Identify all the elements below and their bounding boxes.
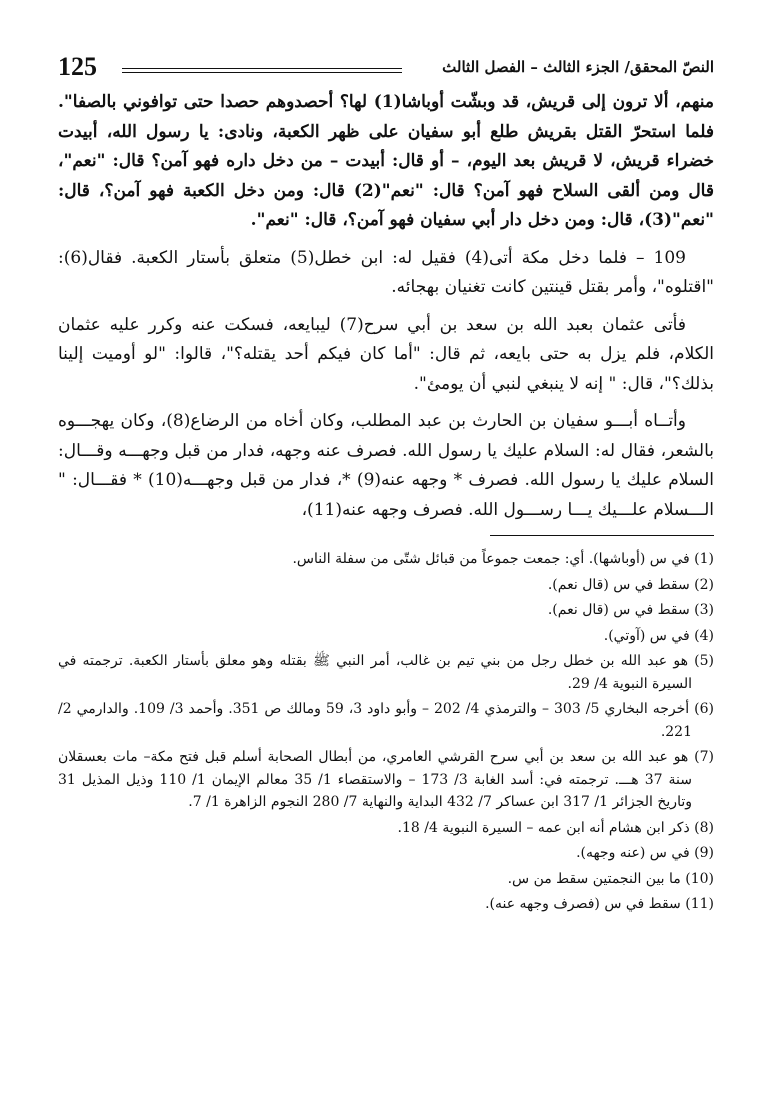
document-page [58,52,714,919]
footnote-7: (7) هو عبد الله بن سعد بن أبي سرح القرشي العامري، من أبطال الصحابة أسلم قبل فتح مكة– مات بعسقلان سنة 37 هـــ. ترجمته في: أسد الغابة 3/ 173 – والاستقصاء 1/ 35 معالم الإيمان 1/ 110 وذيل المذيل 31 وتاريخ الجزائر 1/ 317 ابن عساكر 7/ 432 البداية والنهاية 7/ 280 النجوم الزاهرة 1/ 7. [58,749,714,810]
footnote-2: (2) سقط في س (قال نعم). [547,576,714,593]
paragraph-1: منهم، ألا ترون إلى قريش، قد وبشّت أوباشا(1) لها؟ أحصدوهم حصدا حتى توافوني بالصفا". فلما استحرّ القتل بقريش طلع أبو سفيان على ظهر الكعبة، ونادى: يا رسول الله، أبيدت خضراء قريش، لا قريش بعد اليوم، – أو قال: أبيدت – من دخل داره فهو آمن؟ قال: "نعم"، قال ومن ألقى السلاح فهو آمن؟ قال: "نعم"(2) قال: ومن دخل الكعبة فهو آمن؟، قال: "نعم"(3)، قال: ومن دخل دار أبي سفيان فهو آمن؟، قال: "نعم". [58,92,714,230]
running-title: النصّ المحقق/ الجزء الثالث – الفصل الثالث [442,58,714,76]
footnote-6: (6) أخرجه البخاري 5/ 303 – والترمذي 4/ 202 – وأبو داود 3، 59 ومالك ص 351. وأحمد 3/ 109. والدارمي 2/ 221. [58,701,714,740]
footnotes [58,548,714,916]
paragraph-4: وأتــاه أبـــو سفيان بن الحارث بن عبد المطلب، وكان أخاه من الرضاع(8)، وكان يهجـــوه بالشعر، فقال له: السلام عليك يا رسول الله. فصرف عنه وجهه، فدار من قبل وجهـــه وقـــال: السلام عليك يا رسول الله. فصرف * وجهه عنه(9) *، فدار من قبل وجهـــه(10) * فقـــال: " الـــسلام علـــيك يـــا رســـول الله. فصرف وجهه عنه(11)، [58,411,714,520]
footnote-9: (9) في س (عنه وجهه). [576,845,714,861]
footnote-10: (10) ما بين النجمتين سقط من س. [507,870,714,887]
footnote-4: (4) في س (آوتي). [603,627,714,644]
main-text [58,88,714,525]
footnote-11: (11) سقط في س (فصرف وجهه عنه). [485,896,714,912]
header-rule [122,68,402,73]
paragraph-3: فأتى عثمان بعبد الله بن سعد بن أبي سرح(7) ليبايعه، فسكت عنه وكرر عليه عثمان الكلام، فلم يزل به حتى بايعه، ثم قال: "أما كان فيكم أحد يقتله؟"، قالوا: "لو أوميت إلينا بذلك؟"، قال: " إنه لا ينبغي لنبي أن يومئ". [58,314,714,394]
footnote-3: (3) سقط في س (قال نعم). [547,602,714,618]
page-header [58,52,714,88]
paragraph-2: 109 – فلما دخل مكة أتى(4) فقيل له: ابن خطل(5) متعلق بأستار الكعبة. فقال(6): "اقتلوه"، وأمر بقتل قينتين كانت تغنيان بهجائه. [58,247,714,297]
page-number: 125 [58,52,97,81]
footnote-separator [490,535,714,536]
footnote-5: (5) هو عبد الله بن خطل رجل من بني تيم بن غالب، أمر النبي ﷺ بقتله وهو معلق بأستار الكعبة. ترجمته في السيرة النبوية 4/ 29. [58,653,714,692]
footnote-8: (8) ذكر ابن هشام أنه ابن عمه – السيرة النبوية 4/ 18. [397,819,714,836]
footnote-1: (1) في س (أوباشها). أي: جمعت جموعاً من قبائل شتّى من سفلة الناس. [292,551,714,567]
